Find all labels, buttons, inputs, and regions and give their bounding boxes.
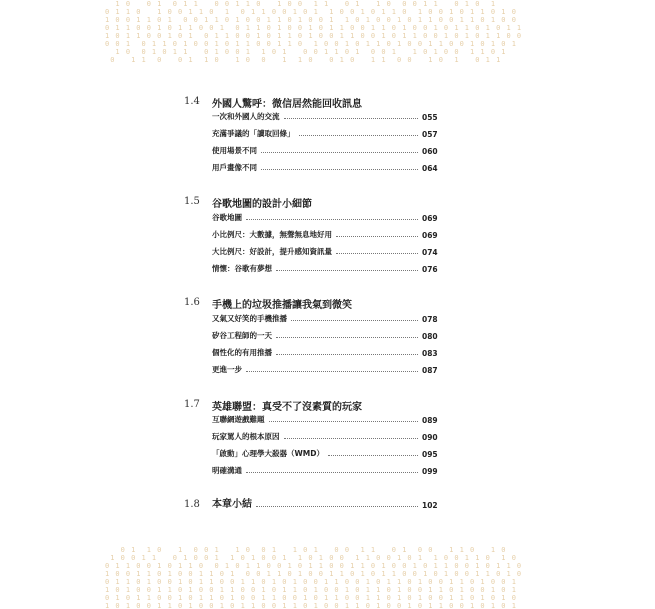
section-title[interactable]: 外國人驚呼：微信居然能回收訊息 — [212, 99, 362, 110]
dot-leader — [246, 471, 418, 473]
toc-entry[interactable] — [212, 228, 436, 240]
page-number: 055 — [422, 113, 438, 122]
toc-entry[interactable] — [212, 245, 436, 257]
toc-entry[interactable] — [212, 497, 436, 510]
toc-entry[interactable] — [212, 312, 436, 324]
toc-entry[interactable] — [212, 464, 436, 476]
dot-leader — [284, 117, 419, 119]
toc-entry[interactable] — [212, 144, 436, 156]
binary-pattern-top: 1 0 0 1 0 1 1 0 0 1 1 0 1 0 0 1 1 0 1 1 0 0 0 1 1 0 1 0 1 0 1 1 0 1 0 0 1 1 0 1 0 1 1 0 0 1 0 1 1 0 0 1 0 1 1 0 1 0 0 1 0 1 1 0 1 0 1 0 0 1 1 0 1 0 0 1 1 0 1 0 0 1 1 0 1 0 0 1 1 0 1 0 0 1 0 1 1 0 0 1 1 0 1 0 0 0 1 1 0 0 1 0 1 1 0 0 1 0 1 1 0 1 0 0 1 0 1 1 0 0 1 1 0 1 0 0 1 0 1 1 0 1 0 1 1 1 0 1 1 0 0 1 0 1 0 1 1 0 0 1 0 1 1 0 1 0 0 1 1 0 0 1 0 1 1 0 0 1 0 1 0 1 1 0 0 0 0 1 0 1 1 0 1 0 0 1 0 1 1 0 0 1 1 0 1 0 0 1 0 1 1 0 1 0 0 1 1 0 0 1 0 1 0 1 1 0 0 1 0 1 1 0 1 0 0 1 1 0 1 0 0 1 1 0 1 0 0 1 1 0 1 0 0 1 1 0 1 0 1 1 0 0 1 1 0 1 0 0 1 1 0 0 1 0 1 1 0 0 1 0 1 0 1 1 — [105, 0, 523, 64]
section-number: 1.8 — [184, 499, 200, 510]
entry-label: 用戶畫像不同 — [212, 163, 257, 172]
page-number: 102 — [422, 501, 438, 510]
dot-leader — [276, 269, 418, 271]
dot-leader — [284, 437, 419, 439]
dot-leader — [246, 218, 418, 220]
dot-leader — [261, 151, 418, 153]
entry-label: 情懷：谷歌有夢想 — [212, 264, 272, 273]
dot-leader — [261, 168, 418, 170]
entry-label: 小比例尺：大數據，無聲無息地好用 — [212, 230, 332, 239]
toc-entry[interactable] — [212, 363, 436, 375]
page-number: 078 — [422, 315, 438, 324]
toc-entry[interactable] — [212, 110, 436, 122]
entry-label: 玩家罵人的根本原因 — [212, 432, 280, 441]
page-number: 069 — [422, 231, 438, 240]
page-number: 090 — [422, 433, 438, 442]
dot-leader — [246, 370, 418, 372]
page-number: 076 — [422, 265, 438, 274]
section-number: 1.4 — [184, 96, 200, 107]
dot-leader — [269, 420, 419, 422]
toc-entry[interactable] — [212, 161, 436, 173]
page-number: 083 — [422, 349, 438, 358]
dot-leader — [276, 336, 418, 338]
page-number: 064 — [422, 164, 438, 173]
page-number: 099 — [422, 467, 438, 476]
entry-label: 個性化的有用推播 — [212, 348, 272, 357]
page-number: 074 — [422, 248, 438, 257]
section-title[interactable]: 手機上的垃圾推播讓我氣到微笑 — [212, 300, 352, 311]
entry-label: 谷歌地圖 — [212, 213, 242, 222]
page-number: 057 — [422, 130, 438, 139]
entry-label: 一次和外國人的交流 — [212, 112, 280, 121]
toc-entry[interactable] — [212, 413, 436, 425]
dot-leader — [336, 252, 418, 254]
toc-entry[interactable] — [212, 346, 436, 358]
page-number: 069 — [422, 214, 438, 223]
dot-leader — [336, 235, 418, 237]
toc-entry[interactable] — [212, 329, 436, 341]
binary-pattern-bottom: 0 1 1 0 1 0 0 1 1 0 0 1 1 0 1 0 0 1 1 0 1 0 0 1 1 0 1 0 1 0 0 1 1 0 1 0 0 1 1 0 1 0 0 1 1 0 1 0 0 1 1 0 0 1 0 1 1 0 0 1 1 0 1 0 0 1 1 0 0 1 0 1 1 0 0 1 0 1 1 0 0 1 0 1 1 0 0 1 1 0 1 0 0 1 0 1 1 0 0 1 0 1 1 0 1 0 0 1 1 0 1 0 0 1 1 0 1 0 0 1 1 0 1 0 0 1 1 0 1 0 1 1 0 0 1 0 1 0 0 1 1 0 1 0 0 1 1 0 1 0 0 1 0 1 1 0 0 1 1 0 1 0 1 0 0 1 1 0 0 1 0 1 1 0 1 0 0 1 1 0 1 0 0 1 1 0 1 0 0 1 1 0 1 0 0 1 1 0 0 1 0 1 1 0 1 0 0 1 0 1 1 0 1 0 0 1 1 0 1 0 0 1 0 1 0 1 0 1 1 0 0 1 0 1 1 0 1 0 0 1 1 0 0 1 0 1 1 0 0 1 1 0 1 0 1 0 0 1 1 0 1 0 1 0 1 0 1 0 0 1 1 0 1 0 0 1 0 1 1 0 0 1 1 0 1 0 0 1 1 0 1 0 0 1 0 1 1 0 0 1 0 1 0 1 — [105, 546, 523, 609]
entry-label: 又氣又好笑的手機推播 — [212, 314, 287, 323]
toc-entry[interactable] — [212, 447, 436, 459]
toc-entry[interactable] — [212, 127, 436, 139]
page-number: 060 — [422, 147, 438, 156]
entry-label: 更進一步 — [212, 365, 242, 374]
section-title[interactable]: 谷歌地圖的設計小細節 — [212, 199, 312, 210]
entry-label: 明確溝通 — [212, 466, 242, 475]
toc-entry[interactable] — [212, 211, 436, 223]
entry-label: 矽谷工程師的一天 — [212, 331, 272, 340]
dot-leader — [291, 319, 418, 321]
entry-label: 互聯網遊戲難題 — [212, 415, 265, 424]
toc-entry[interactable] — [212, 430, 436, 442]
dot-leader — [299, 134, 419, 136]
page-number: 080 — [422, 332, 438, 341]
page-number: 087 — [422, 366, 438, 375]
toc-entry[interactable] — [212, 262, 436, 274]
section-title[interactable]: 英雄聯盟：真受不了沒素質的玩家 — [212, 402, 362, 413]
entry-label: 使用場景不同 — [212, 146, 257, 155]
page-number: 089 — [422, 416, 438, 425]
dot-leader — [256, 505, 418, 507]
entry-label: 大比例尺：好設計，提升感知資訊量 — [212, 247, 332, 256]
entry-label: 「啟動」心理學大殺器（WMD） — [212, 449, 324, 458]
section-title: 本章小結 — [212, 499, 252, 510]
section-number: 1.7 — [184, 399, 200, 410]
dot-leader — [276, 353, 418, 355]
section-number: 1.6 — [184, 297, 200, 308]
page-number: 095 — [422, 450, 438, 459]
entry-label: 充滿爭議的「讀取回條」 — [212, 129, 295, 138]
dot-leader — [328, 454, 418, 456]
section-number: 1.5 — [184, 196, 200, 207]
